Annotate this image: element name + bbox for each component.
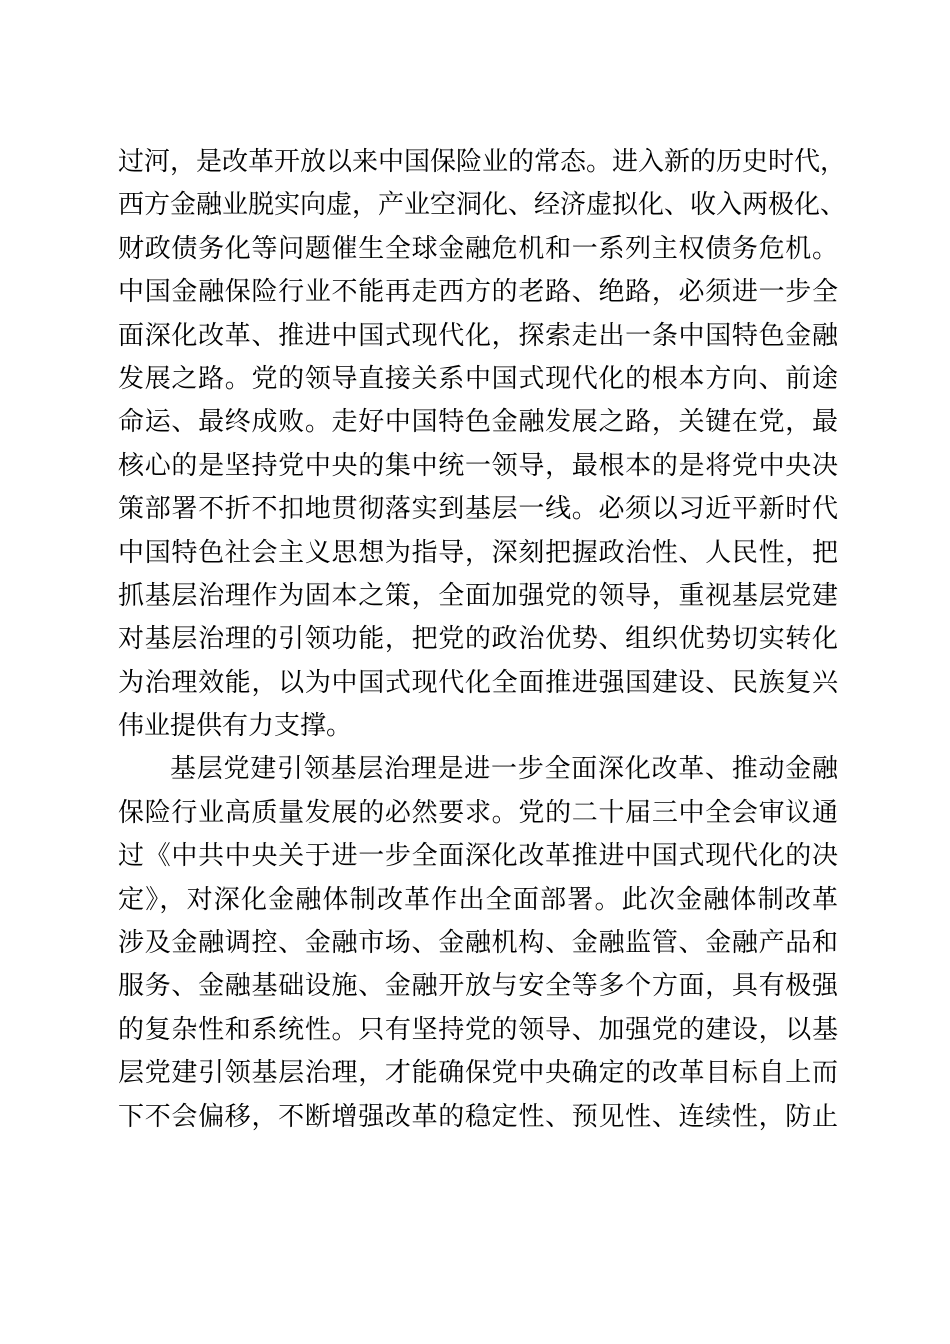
paragraph-2 xyxy=(118,748,838,1139)
text-line: 核心的是坚持党中央的集中统一领导，最根本的是将党中央决 xyxy=(118,450,838,481)
text-line: 的复杂性和系统性。只有坚持党的领导、加强党的建设，以基 xyxy=(118,1014,838,1045)
text-line: 下不会偏移，不断增强改革的稳定性、预见性、连续性，防止 xyxy=(118,1101,838,1132)
text-line: 面深化改革、推进中国式现代化，探索走出一条中国特色金融 xyxy=(118,320,838,351)
text-line: 抓基层治理作为固本之策，全面加强党的领导，重视基层党建 xyxy=(118,580,838,611)
text-line: 西方金融业脱实向虚，产业空洞化、经济虚拟化、收入两极化、 xyxy=(118,190,847,221)
text-line: 中国金融保险行业不能再走西方的老路、绝路，必须进一步全 xyxy=(118,277,838,308)
text-line: 涉及金融调控、金融市场、金融机构、金融监管、金融产品和 xyxy=(118,928,838,959)
text-line: 过河，是改革开放以来中国保险业的常态。进入新的历史时代， xyxy=(118,147,847,177)
text-line: 基层党建引领基层治理是进一步全面深化改革、推动金融 xyxy=(170,754,838,785)
text-line: 伟业提供有力支撑。 xyxy=(118,711,353,742)
text-line: 保险行业高质量发展的必然要求。党的二十届三中全会审议通 xyxy=(118,797,838,828)
text-line: 服务、金融基础设施、金融开放与安全等多个方面，具有极强 xyxy=(118,971,838,1002)
text-line: 财政债务化等问题催生全球金融危机和一系列主权债务危机。 xyxy=(118,233,838,264)
body-text xyxy=(118,141,847,1139)
text-line: 发展之路。党的领导直接关系中国式现代化的根本方向、前途 xyxy=(118,363,838,394)
paragraph-1 xyxy=(118,141,847,748)
text-line: 定》，对深化金融体制改革作出全面部署。此次金融体制改革 xyxy=(118,884,838,915)
text-line: 层党建引领基层治理，才能确保党中央确定的改革目标自上而 xyxy=(118,1058,838,1089)
text-line: 策部署不折不扣地贯彻落实到基层一线。必须以习近平新时代 xyxy=(118,494,838,525)
text-line: 对基层治理的引领功能，把党的政治优势、组织优势切实转化 xyxy=(118,624,838,655)
text-line: 中国特色社会主义思想为指导，深刻把握政治性、人民性，把 xyxy=(118,537,838,568)
text-line: 命运、最终成败。走好中国特色金融发展之路，关键在党，最 xyxy=(118,407,838,438)
text-line: 为治理效能，以为中国式现代化全面推进强国建设、民族复兴 xyxy=(118,667,838,698)
text-line: 过《中共中央关于进一步全面深化改革推进中国式现代化的决 xyxy=(118,841,838,872)
